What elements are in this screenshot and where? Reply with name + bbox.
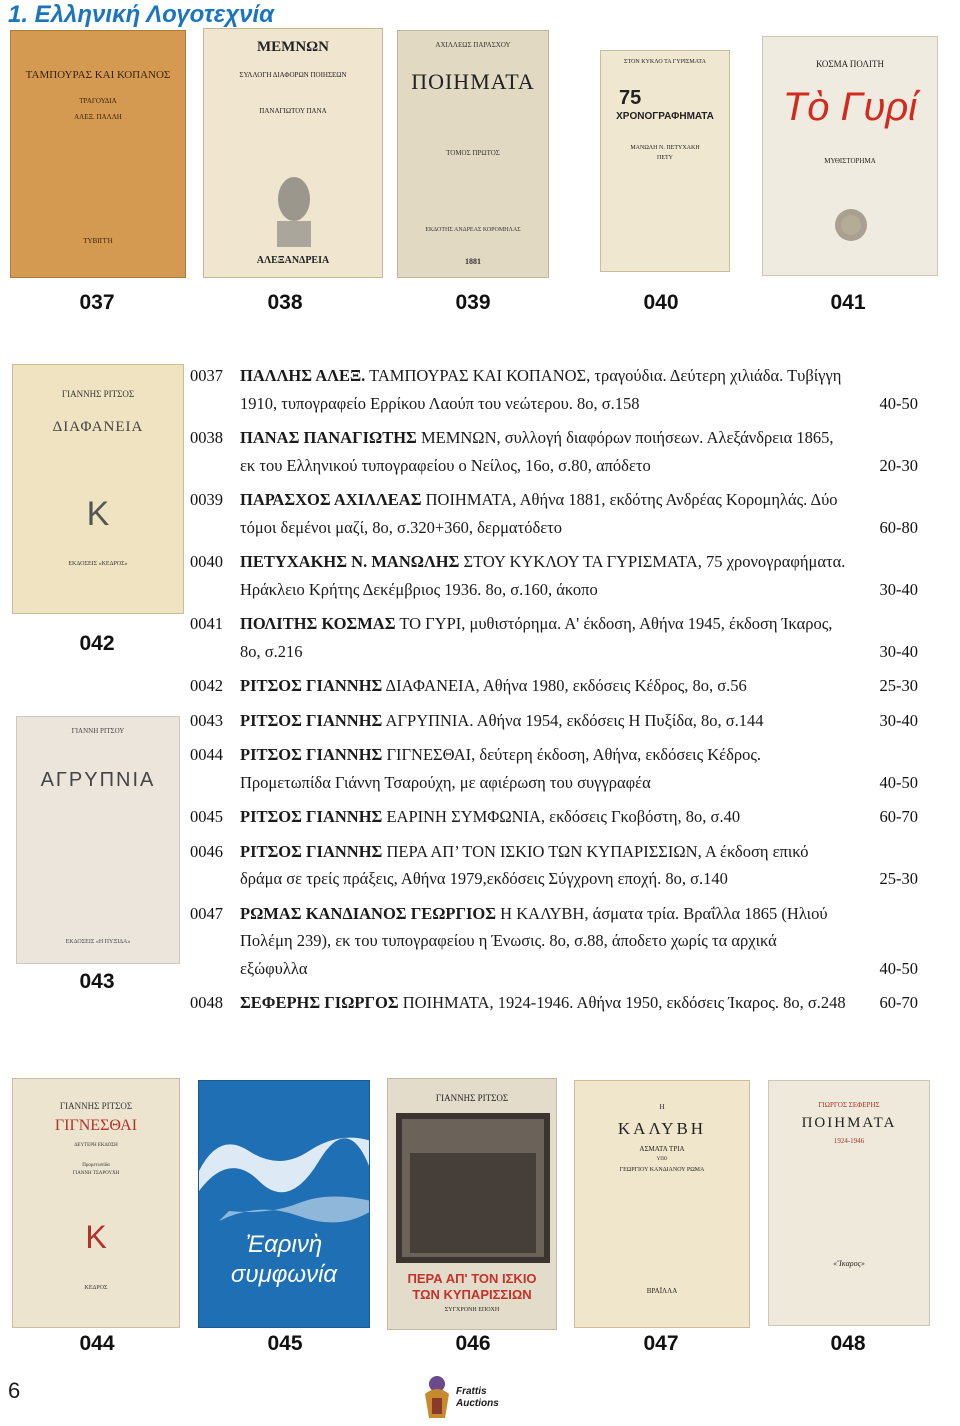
lot-entry [190,989,918,1017]
lot-entry [190,672,918,700]
lot-entry [190,803,918,831]
lot-entry [190,610,918,665]
cover-046 [387,1078,557,1330]
cover-042-title: ΔΙΑΦΑΝΕΙΑ [52,419,144,435]
cover-043-publisher: ΕΚΔΟΣΕΙΣ «Η ΠΥΞΙΔΑ» [65,939,131,945]
lot-author: ΡΙΤΣΟΣ ΓΙΑΝΝΗΣ [240,676,383,695]
lot-entry [190,424,918,479]
cover-045 [198,1080,370,1328]
lot-estimate: 40-50 [879,958,918,978]
lot-author: ΠΑΝΑΣ ΠΑΝΑΓΙΩΤΗΣ [240,428,417,447]
lot-label-047: 047 [643,1332,679,1355]
cover-048-years: 1924-1946 [833,1137,865,1145]
cover-046-publisher: ΣΥΓΧΡΟΝΗ ΕΠΟΧΗ [444,1307,500,1313]
cover-039-publisher: ΕΚΔΟΤΗΣ ΑΝΔΡΕΑΣ ΚΟΡΟΜΗΛΑΣ [425,227,521,233]
cover-041 [762,36,938,276]
cover-040-author: ΜΑΝΩΛΗ Ν. ΠΕΤΥΧΑΚΗ [630,145,700,151]
cover-037-title: ΤΑΜΠΟΥΡΑΣ ΚΑΙ ΚΟΠΑΝΟΣ [25,69,171,81]
kedros-logo: K [85,1219,107,1255]
cover-039-author: ΑΧΙΛΛΕΩΣ ΠΑΡΑΣΧΟΥ [435,41,511,49]
cover-044-author: ΓΙΑΝΝΗΣ ΡΙΤΣΟΣ [59,1101,133,1111]
cover-047-author: ΓΕΩΡΓΙΟΥ ΚΑΝΔΙΑΝΟΥ ΡΩΜΑ [619,1167,705,1173]
lot-label-039: 039 [455,291,491,314]
cover-045-title-line1: Ἐαρινὴ [245,1231,323,1258]
cover-044-frontispiece: Προμετωπίδα [82,1163,110,1168]
lot-label-043: 043 [79,970,115,993]
frattis-auctions-logo [420,1370,530,1424]
cover-048-author: ΓΙΩΡΓΟΣ ΣΕΦΕΡΗΣ [818,1101,880,1109]
lot-description: ΠΟΙΗΜΑΤΑ, Αθήνα 1881, εκδότης Ανδρέας Κορομηλάς. Δύο τόμοι δεμένοι μαζί, 8ο, σ.320+360, δερματόδετο [240,490,838,537]
lot-number: 0048 [190,993,223,1012]
lot-label-042: 042 [79,632,115,655]
section-title: 1. Ελληνική Λογοτεχνία [8,1,274,28]
lot-description: ΜΕΜΝΩΝ, συλλογή διαφόρων ποιήσεων. Αλεξάνδρεια 1865, εκ του Ελληνικού τυπογραφείου ο Νείλος, 16ο, σ.80, απόδετο [240,428,834,475]
lot-author: ΡΙΤΣΟΣ ΓΙΑΝΝΗΣ [240,841,383,861]
lot-label-037: 037 [79,291,115,314]
logo-text-line1: Frattis [456,1386,487,1397]
cover-038 [203,28,383,278]
cover-047 [574,1080,750,1328]
lot-author: ΡΙΤΣΟΣ ΓΙΑΝΝΗΣ [240,710,383,730]
lot-description: ΣΤΟΥ ΚΥΚΛΟΥ ΤΑ ΓΥΡΙΣΜΑΤΑ, 75 χρονογραφήματα. Ηράκλειο Κρήτης Δεκέμβριος 1936. 8ο, σ.160, άκοπο [240,552,846,599]
lot-entry [190,838,918,893]
woodcut-illustration [396,1113,550,1263]
lot-number: 0042 [190,676,223,695]
cover-047-by: ΥΠΟ [656,1157,668,1162]
page-number: 6 [8,1378,21,1403]
lot-number: 0046 [190,841,223,861]
lot-estimate: 40-50 [879,393,918,413]
cover-041-author: ΚΟΣΜΑ ΠΟΛΙΤΗ [816,59,884,69]
cover-040-author-short: ΠΕΤΥ [657,155,673,161]
cover-044-publisher: ΚΕΔΡΟΣ [84,1285,108,1291]
cover-037-author: ΑΛΕΞ. ΠΑΛΛΗ [74,113,122,121]
logo-text-line2: Auctions [456,1398,499,1409]
lot-number: 0044 [190,745,223,764]
cover-043-author: ΓΙΑΝΝΗ ΡΙΤΣΟΥ [71,727,125,735]
lot-label-040: 040 [643,291,679,314]
kedros-logo: K [86,495,110,533]
lot-label-038: 038 [267,291,303,314]
lot-list [190,362,918,1024]
cover-045-title-line2: συμφωνία [230,1261,338,1288]
cover-042-publisher: ΕΚΔΟΣΕΙΣ «ΚΕΔΡΟΣ» [68,561,128,567]
lot-number: 0047 [190,903,223,923]
cover-041-genre: ΜΥΘΙΣΤΟΡΗΜΑ [824,157,876,165]
lot-author: ΡΙΤΣΟΣ ΓΙΑΝΝΗΣ [240,807,383,826]
lot-estimate: 60-70 [879,993,918,1012]
lot-estimate: 30-40 [879,641,918,661]
cover-044-edition: ΔΕΥΤΕΡΗ ΕΚΔΟΣΗ [74,1143,118,1148]
lot-label-041: 041 [830,291,866,314]
lot-estimate: 25-30 [879,676,918,695]
cover-042-author: ΓΙΑΝΝΗΣ ΡΙΤΣΟΣ [61,389,135,399]
cover-044-title: ΓΙΓΝΕΣΘΑΙ [54,1117,138,1134]
cover-043 [16,716,180,964]
lot-entry [190,362,918,417]
cover-042 [12,364,184,614]
bird-wave-illustration [199,1081,370,1328]
lot-entry [190,900,918,983]
cover-038-author: ΠΑΝΑΓΙΩΤΟΥ ΠΑΝΑ [259,107,327,115]
cover-037 [10,30,186,278]
lot-number: 0037 [190,366,223,385]
lot-author: ΣΕΦΕΡΗΣ ΓΙΩΡΓΟΣ [240,993,399,1012]
cover-040-series: ΣΤΟΝ ΚΥΚΛΟ ΤΑ ΓΥΡΙΣΜΑΤΑ [624,59,706,65]
logo-icon [420,1374,454,1420]
cover-038-title: ΜΕΜΝΩΝ [257,39,329,55]
lot-estimate: 20-30 [879,455,918,475]
coin-emblem [831,205,871,245]
lot-author: ΠΑΛΛΗΣ ΑΛΕΞ. [240,366,366,385]
cover-040-number: 75 [619,87,642,109]
lot-estimate: 30-40 [879,579,918,599]
cover-047-article: Η [659,1103,665,1111]
cover-048-title: ΠΟΙΗΜΑΤΑ [801,1115,897,1131]
lot-description: ΔΙΑΦΑΝΕΙΑ, Αθήνα 1980, εκδόσεις Κέδρος, 8ο, σ.56 [382,676,747,695]
lot-description: ΤΑΜΠΟΥΡΑΣ ΚΑΙ ΚΟΠΑΝΟΣ, τραγούδια. Δεύτερη χιλιάδα. Τυβίγγη 1910, τυπογραφείο Ερρίκου Λαούπ του νεώτερου. 8ο, σ.158 [240,366,842,413]
lot-description: ΠΟΙΗΜΑΤΑ, 1924-1946. Αθήνα 1950, εκδόσεις Ίκαρος. 8ο, σ.248 [398,993,846,1012]
lot-entry [190,548,918,603]
cover-041-title: Τὸ Γυρί [782,85,918,129]
cover-043-title: ΑΓΡΥΠΝΙΑ [40,769,156,791]
cover-044 [12,1078,180,1328]
lot-entry [190,707,918,735]
lot-label-044: 044 [79,1332,115,1355]
cover-046-author: ΓΙΑΝΝΗΣ ΡΙΤΣΟΣ [435,1093,509,1103]
lot-estimate: 30-40 [879,710,918,730]
cover-038-subtitle: ΣΥΛΛΟΓΗ ΔΙΑΦΟΡΩΝ ΠΟΙΗΣΕΩΝ [239,71,347,79]
lot-author: ΡΩΜΑΣ ΚΑΝΔΙΑΝΟΣ ΓΕΩΡΓΙΟΣ [240,903,497,923]
lot-estimate: 60-70 [879,807,918,826]
cover-046-title-line1: ΠΕΡΑ ΑΠ' ΤΟΝ ΙΣΚΙΟ [407,1271,537,1286]
lot-description: ΓΙΓΝΕΣΘΑΙ, δεύτερη έκδοση, Αθήνα, εκδόσεις Κέδρος. Προμετωπίδα Γιάννη Τσαρούχη, με αφιέρωση του συγγραφέα [240,745,762,792]
cover-048 [768,1080,930,1326]
lot-author: ΠΟΛΙΤΗΣ ΚΟΣΜΑΣ [240,614,396,633]
angel-illustration [259,169,329,249]
cover-039-volume: ΤΟΜΟΣ ΠΡΩΤΟΣ [446,149,500,157]
lot-entry [190,741,918,796]
cover-039-title: ΠΟΙΗΜΑΤΑ [411,69,535,94]
lot-label-048: 048 [830,1332,866,1355]
lot-description: ΤΟ ΓΥΡΙ, μυθιστόρημα. Α' έκδοση, Αθήνα 1945, έκδοση Ίκαρος, 8ο, σ.216 [240,614,833,661]
lot-description: Η ΚΑΛΥΒΗ, άσματα τρία. Βραΐλλα 1865 (Ηλιού Πολέμη 239), εκ του τυπογραφείου η Ένωσις. 8ο, σ.88, άποδετο χωρίς τα αρχικά εξώφυλλα [240,903,828,978]
cover-047-subtitle: ΑΣΜΑΤΑ ΤΡΙΑ [639,1145,685,1153]
lot-description: ΕΑΡΙΝΗ ΣΥΜΦΩΝΙΑ, εκδόσεις Γκοβόστη, 8ο, σ.40 [382,807,741,826]
lot-number: 0040 [190,552,223,571]
cover-038-place: ΑΛΕΞΑΝΔΡΕΙΑ [256,255,330,266]
cover-046-title-line2: ΤΩΝ ΚΥΠΑΡΙΣΣΙΩΝ [412,1287,532,1302]
lot-estimate: 60-80 [879,517,918,537]
cover-048-publisher: «Ἴκαρος» [833,1259,865,1268]
lot-entry [190,486,918,541]
lot-description: ΠΕΡΑ ΑΠ’ ΤΟΝ ΙΣΚΙΟ ΤΩΝ ΚΥΠΑΡΙΣΣΙΩΝ, Α έκδοση επικό δράμα σε τρείς πράξεις, Αθήνα 1979,εκδόσεις Σύγχρονη εποχή. 8ο, σ.140 [240,841,809,888]
lot-number: 0045 [190,807,223,826]
lot-number: 0043 [190,710,223,730]
lot-label-045: 045 [267,1332,303,1355]
cover-037-subtitle: ΤΡΑΓΟΥΔΙΑ [79,97,117,105]
lot-description: ΑΓΡΥΠΝΙΑ. Αθήνα 1954, εκδόσεις Η Πυξίδα, 8ο, σ.144 [382,710,764,730]
lot-author: ΡΙΤΣΟΣ ΓΙΑΝΝΗΣ [240,745,383,764]
cover-047-place: ΒΡΑΪΛΛΑ [646,1287,678,1295]
cover-040 [600,50,730,272]
cover-039-year: 1881 [465,257,481,266]
cover-044-artist: ΓΙΑΝΝΗ ΤΣΑΡΟΥΧΗ [72,1171,120,1176]
lot-label-046: 046 [455,1332,491,1355]
cover-039 [397,30,549,278]
lot-estimate: 25-30 [879,869,918,888]
lot-author: ΠΕΤΥΧΑΚΗΣ Ν. ΜΑΝΩΛΗΣ [240,552,460,571]
lot-number: 0038 [190,428,223,447]
cover-047-title: ΚΑΛΥΒΗ [617,1119,707,1138]
lot-number: 0039 [190,490,223,509]
cover-037-place: ΤΥΒΙΓΓΗ [83,237,113,245]
lot-estimate: 40-50 [879,772,918,792]
lot-author: ΠΑΡΑΣΧΟΣ ΑΧΙΛΛΕΑΣ [240,490,422,509]
lot-number: 0041 [190,614,223,633]
cover-040-title: ΧΡΟΝΟΓΡΑΦΗΜΑΤΑ [616,111,714,122]
